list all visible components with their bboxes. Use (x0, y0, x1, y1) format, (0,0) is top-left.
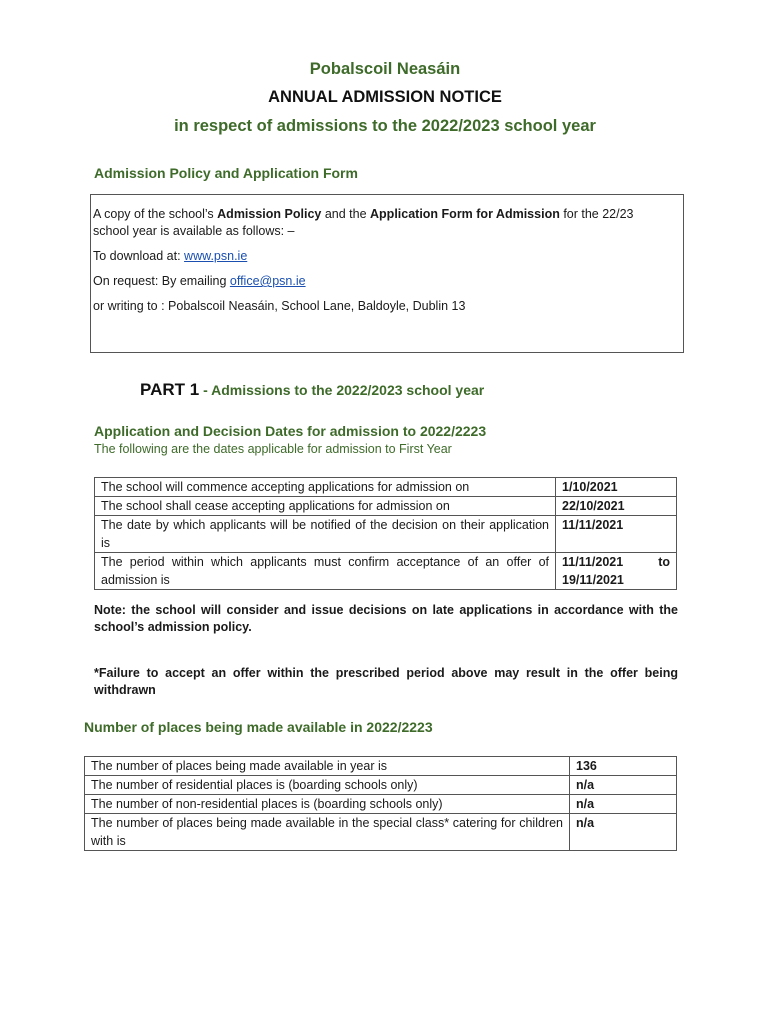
dates-subheading: The following are the dates applicable for admission to First Year (94, 442, 452, 456)
policy-heading: Admission Policy and Application Form (94, 165, 358, 181)
table-row: The number of places being made available in year is 136 (85, 757, 677, 776)
table-row: The period within which applicants must confirm acceptance of an offer of admission is 11/11/2021 to 19/11/2021 (95, 553, 677, 590)
table-row: The date by which applicants will be notified of the decision on their application is 11/11/2021 (95, 516, 677, 553)
late-applications-note: Note: the school will consider and issue decisions on late applications in accordance with the school’s admission policy. (94, 603, 678, 634)
places-table (84, 756, 677, 851)
website-link[interactable]: www.psn.ie (184, 249, 248, 263)
email-link[interactable]: office@psn.ie (229, 274, 306, 288)
dates-table (94, 477, 677, 590)
table-row: The school shall cease accepting applications for admission on 22/10/2021 (95, 497, 677, 516)
part1-heading: PART 1 - Admissions to the 2022/2023 school year (140, 380, 485, 399)
notice-title: ANNUAL ADMISSION NOTICE (268, 88, 502, 106)
places-heading: Number of places being made available in 2022/2223 (84, 719, 433, 735)
table-row: The number of places being made available in the special class* catering for children with is n/a (85, 814, 677, 851)
postal-address-line: or writing to : Pobalscoil Neasáin, School Lane, Baldoyle, Dublin 13 (93, 299, 466, 313)
download-line: To download at: www.psn.ie (93, 249, 248, 263)
table-row: The number of non-residential places is (boarding schools only) n/a (85, 795, 677, 814)
policy-availability-text: A copy of the school’s Admission Policy and the Application Form for Admission for the 22/23 school year is available as follows: – (93, 207, 634, 238)
dates-heading: Application and Decision Dates for admission to 2022/2223 (94, 423, 487, 439)
table-row: The school will commence accepting applications for admission on 1/10/2021 (95, 478, 677, 497)
request-line: On request: By emailing office@psn.ie (93, 274, 306, 288)
policy-box (90, 194, 684, 353)
school-name: Pobalscoil Neasáin (309, 60, 461, 78)
failure-note: *Failure to accept an offer within the prescribed period above may result in the offer being withdrawn (94, 666, 678, 697)
notice-subtitle: in respect of admissions to the 2022/2023 school year (174, 117, 596, 135)
table-row: The number of residential places is (boarding schools only) n/a (85, 776, 677, 795)
